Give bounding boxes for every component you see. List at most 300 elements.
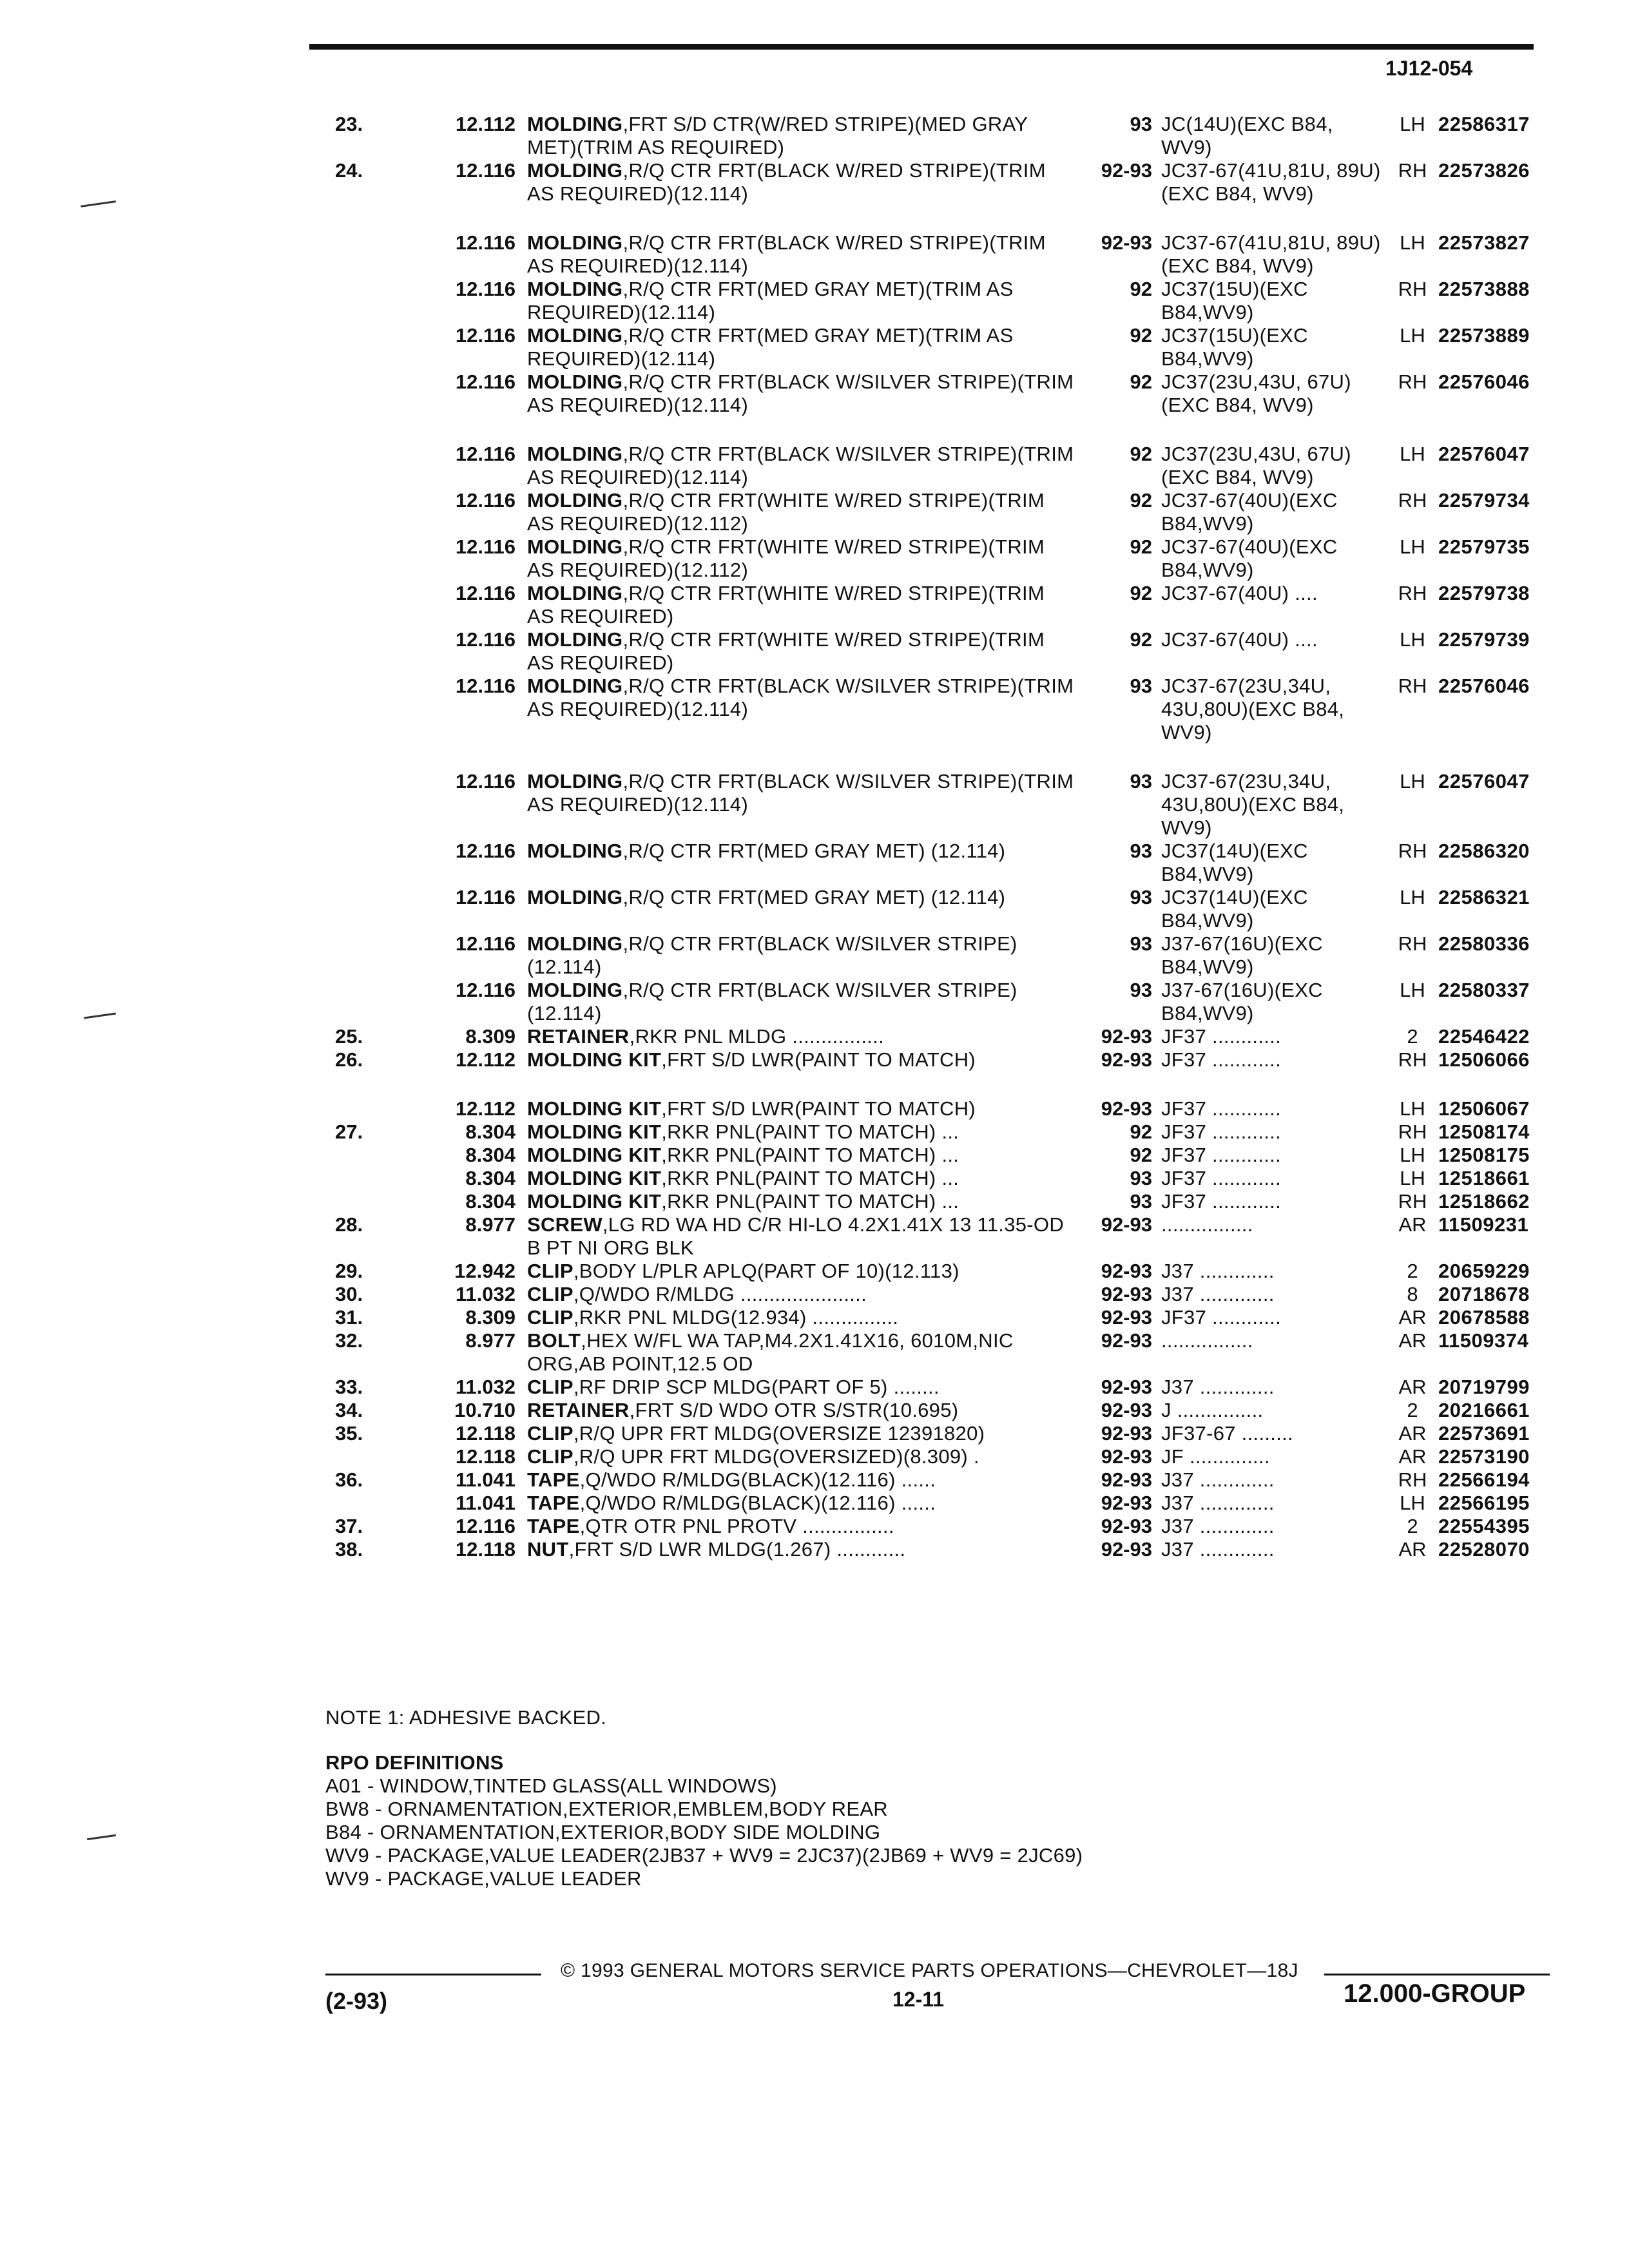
group-number: 12.116 [455,840,516,862]
model-years: 92 [1130,582,1152,604]
parts-row [335,840,1580,886]
description [527,206,1075,278]
part-number: 22573691 [1438,1422,1530,1445]
body-models: J37-67(16U)(EXC B84,WV9) [1161,979,1323,1024]
item-number: 34. [335,1399,363,1421]
part-name: MOLDING [527,535,623,558]
part-detail: ,Q/WDO R/MLDG(BLACK)(12.116) ...... [579,1492,936,1514]
part-number: 20659229 [1438,1260,1530,1282]
quantity: 2 [1407,1260,1418,1282]
quantity: RH [1398,840,1427,862]
model-years: 93 [1130,1190,1152,1213]
parts-row [335,370,1580,417]
body-models: JC37-67(41U,81U, 89U)(EXC B84, WV9) [1161,159,1381,205]
item-number [335,1445,406,1468]
group-number: 12.116 [455,324,516,347]
model-years: 92-93 [1101,159,1152,182]
part-number: 22554395 [1438,1515,1530,1537]
part-name: MOLDING KIT [527,1097,662,1120]
part-number: 22580337 [1438,979,1530,1001]
part-name: CLIP [527,1260,574,1282]
part-detail: ,RKR PNL MLDG(12.934) ............... [573,1306,899,1329]
item-number [335,206,406,278]
body-models: J37 ............. [1161,1376,1275,1398]
part-detail: ,RF DRIP SCP MLDG(PART OF 5) ........ [573,1376,940,1398]
item-number [335,324,406,370]
description [527,1048,1075,1072]
part-detail: ,BODY L/PLR APLQ(PART OF 10)(12.113) [573,1260,959,1282]
part-detail: ,RKR PNL(PAINT TO MATCH) ... [661,1120,959,1143]
quantity: AR [1398,1538,1427,1561]
part-detail: ,LG RD WA HD C/R HI-LO 4.2X1.41X 13 11.35-OD B PT NI ORG BLK [527,1213,1065,1259]
part-name: RETAINER [527,1399,630,1421]
description [527,1376,1075,1399]
quantity: RH [1398,278,1427,300]
part-detail: ,R/Q CTR FRT(BLACK W/SILVER STRIPE)(TRIM AS REQUIRED)(12.114) [527,675,1074,720]
group-number: 11.041 [455,1492,516,1514]
item-number: 32. [335,1329,363,1352]
quantity: 8 [1407,1283,1418,1305]
item-number [335,1167,406,1190]
description [527,1025,1075,1048]
part-number: 11509231 [1438,1213,1529,1236]
part-name: MOLDING [527,628,623,651]
quantity: RH [1398,932,1427,955]
description [527,1422,1075,1445]
rpo-line: WV9 - PACKAGE,VALUE LEADER(2JB37 + WV9 = 2JC37)(2JB69 + WV9 = 2JC69) [325,1844,1083,1867]
body-models: JC37-67(23U,34U, 43U,80U)(EXC B84, WV9) [1161,770,1345,839]
parts-row [335,159,1580,206]
group-number: 12.116 [455,770,516,793]
description [527,840,1075,886]
parts-row [335,206,1580,278]
parts-row [335,1468,1580,1492]
part-number: 22586320 [1438,840,1530,862]
model-years: 92-93 [1101,1399,1152,1421]
group-number: 8.304 [465,1120,516,1143]
body-models: JF37 ............ [1161,1167,1281,1189]
quantity: LH [1400,770,1425,793]
part-detail: ,RKR PNL(PAINT TO MATCH) ... [661,1190,959,1213]
part-number: 22576047 [1438,443,1530,465]
part-number: 22576046 [1438,675,1530,697]
model-years: 93 [1130,886,1152,908]
item-number: 26. [335,1048,363,1071]
quantity: LH [1400,443,1425,465]
description [527,979,1075,1025]
model-years: 92-93 [1101,1445,1152,1468]
group-number: 8.309 [465,1025,516,1048]
body-models: J37 ............. [1161,1538,1275,1561]
part-number: 22573826 [1438,159,1530,182]
part-name: MOLDING KIT [527,1144,662,1166]
item-number [335,675,406,744]
body-models: JF37 ............ [1161,1048,1281,1071]
rpo-line: B84 - ORNAMENTATION,EXTERIOR,BODY SIDE MOLDING [325,1821,881,1843]
model-years: 92 [1130,278,1152,300]
description [527,417,1075,489]
part-detail: ,FRT S/D CTR(W/RED STRIPE)(MED GRAY MET)(TRIM AS REQUIRED) [527,113,1028,159]
group-number: 11.041 [455,1468,516,1491]
part-name: MOLDING [527,159,623,182]
part-number: 22579734 [1438,489,1530,512]
group-number: 8.304 [465,1144,516,1166]
item-number [335,417,406,489]
body-models: JC37(23U,43U, 67U)(EXC B84, WV9) [1161,443,1351,488]
parts-row [335,1422,1580,1445]
parts-row [335,886,1580,932]
quantity: 2 [1407,1399,1418,1421]
part-detail: ,R/Q CTR FRT(WHITE W/RED STRIPE)(TRIM AS REQUIRED) [527,628,1045,674]
quantity: RH [1398,1190,1427,1213]
model-years: 93 [1130,675,1152,697]
punch-mark-3 [87,1834,116,1840]
parts-row [335,1167,1580,1190]
group-number: 12.116 [455,443,516,465]
item-number [335,1144,406,1167]
description [527,278,1075,324]
description [527,1445,1075,1468]
part-name: MOLDING KIT [527,1167,662,1189]
item-number: 23. [335,113,363,135]
body-models: J37 ............. [1161,1260,1275,1282]
quantity: LH [1400,113,1425,135]
quantity: RH [1398,582,1427,604]
item-number [335,1492,406,1515]
part-name: MOLDING KIT [527,1048,662,1071]
group-number: 8.304 [465,1167,516,1189]
part-number: 22566194 [1438,1468,1530,1491]
quantity: RH [1398,159,1427,182]
group-number: 12.116 [455,489,516,512]
part-number: 20719799 [1438,1376,1530,1398]
part-detail: ,R/Q CTR FRT(MED GRAY MET)(TRIM AS REQUIRED)(12.114) [527,278,1014,323]
part-number: 22546422 [1438,1025,1530,1048]
part-detail: ,R/Q CTR FRT(WHITE W/RED STRIPE)(TRIM AS REQUIRED) [527,582,1045,628]
model-years: 92-93 [1101,1515,1152,1537]
part-number: 22579738 [1438,582,1530,604]
body-models: J37 ............. [1161,1492,1275,1514]
parts-row [335,628,1580,675]
header-rule [309,44,1534,50]
part-number: 22579739 [1438,628,1530,651]
model-years: 92-93 [1101,1097,1152,1120]
body-models: JC37(15U)(EXC B84,WV9) [1161,278,1308,323]
body-models: JC(14U)(EXC B84, WV9) [1161,113,1333,159]
item-number: 28. [335,1213,363,1236]
part-detail: ,Q/WDO R/MLDG ...................... [573,1283,867,1305]
part-name: CLIP [527,1306,574,1329]
part-detail: ,RKR PNL(PAINT TO MATCH) ... [661,1167,959,1189]
model-years: 92-93 [1101,1492,1152,1514]
parts-row [335,1399,1580,1422]
quantity: LH [1400,1492,1425,1514]
item-number: 29. [335,1260,363,1282]
model-years: 92-93 [1101,1048,1152,1071]
quantity: 2 [1407,1025,1418,1048]
model-years: 92-93 [1101,1468,1152,1491]
parts-row [335,675,1580,744]
part-number: 12518662 [1438,1190,1530,1213]
body-models: J ............... [1161,1399,1264,1421]
item-number: 27. [335,1120,363,1143]
part-name: MOLDING [527,324,623,347]
part-detail: ,HEX W/FL WA TAP,M4.2X1.41X16, 6010M,NIC ORG,AB POINT,12.5 OD [527,1329,1014,1375]
model-years: 92 [1130,489,1152,512]
description [527,1468,1075,1492]
item-number [335,628,406,675]
body-models: JF37 ............ [1161,1190,1281,1213]
quantity: RH [1398,675,1427,697]
parts-row [335,1072,1580,1120]
part-name: MOLDING KIT [527,1190,662,1213]
part-detail: ,R/Q CTR FRT(BLACK W/SILVER STRIPE)(TRIM AS REQUIRED)(12.114) [527,370,1074,416]
body-models: ................ [1161,1213,1253,1236]
group-number: 8.977 [465,1329,516,1352]
description [527,1538,1075,1561]
rpo-line: BW8 - ORNAMENTATION,EXTERIOR,EMBLEM,BODY REAR [325,1798,888,1820]
part-number: 12518661 [1438,1167,1530,1189]
item-number: 24. [335,159,363,182]
part-number: 22586321 [1438,886,1530,908]
punch-mark-1 [81,200,116,207]
description [527,370,1075,417]
model-years: 92 [1130,443,1152,465]
footer-rule-right [1324,1974,1550,1975]
rpo-line: A01 - WINDOW,TINTED GLASS(ALL WINDOWS) [325,1774,777,1797]
part-name: MOLDING [527,675,623,697]
revision-date: (2-93) [325,1988,388,2014]
part-name: MOLDING [527,840,623,862]
body-models: JC37-67(40U) .... [1161,628,1318,651]
parts-row [335,1144,1580,1167]
parts-row [335,324,1580,370]
part-number: 22576047 [1438,770,1530,793]
description [527,1515,1075,1538]
quantity: LH [1400,1097,1425,1120]
model-years: 92-93 [1101,1538,1152,1561]
group-number: 12.116 [455,886,516,908]
part-detail: ,R/Q UPR FRT MLDG(OVERSIZED)(8.309) . [573,1445,979,1468]
part-number: 12506066 [1438,1048,1530,1071]
part-name: MOLDING [527,370,623,393]
body-models: JC37-67(40U)(EXC B84,WV9) [1161,489,1338,535]
part-number: 12506067 [1438,1097,1530,1120]
description [527,1190,1075,1213]
item-number: 35. [335,1422,363,1445]
part-name: MOLDING [527,113,623,135]
parts-row [335,932,1580,979]
model-years: 92-93 [1101,1213,1152,1236]
part-name: MOLDING [527,443,623,465]
part-name: TAPE [527,1468,580,1491]
quantity: LH [1400,324,1425,347]
description [527,1072,1075,1120]
group-number: 12.116 [455,159,516,182]
item-number: 25. [335,1025,363,1048]
part-detail: ,FRT S/D LWR(PAINT TO MATCH) [661,1097,976,1120]
part-detail: ,R/Q CTR FRT(MED GRAY MET) (12.114) [622,840,1006,862]
group-number: 10.710 [454,1399,516,1421]
item-number [335,979,406,1025]
item-number [335,582,406,628]
model-years: 92 [1130,370,1152,393]
body-models: JC37(14U)(EXC B84,WV9) [1161,840,1308,885]
part-number: 22576046 [1438,370,1530,393]
model-years: 92-93 [1101,1025,1152,1048]
group-number: 11.032 [455,1283,516,1305]
group-number: 8.304 [465,1190,516,1213]
quantity: AR [1398,1213,1427,1236]
quantity: LH [1400,979,1425,1001]
parts-row [335,1213,1580,1260]
description [527,159,1075,206]
body-models: JF37 ............ [1161,1120,1281,1143]
part-name: MOLDING [527,582,623,604]
model-years: 92-93 [1101,1376,1152,1398]
part-number: 12508174 [1438,1120,1530,1143]
body-models: ................ [1161,1329,1253,1352]
parts-row [335,535,1580,582]
part-detail: ,FRT S/D LWR(PAINT TO MATCH) [661,1048,976,1071]
parts-row [335,278,1580,324]
model-years: 92 [1130,1144,1152,1166]
part-number: 22573827 [1438,231,1530,254]
body-models: JC37-67(41U,81U, 89U)(EXC B84, WV9) [1161,231,1381,277]
description [527,324,1075,370]
quantity: LH [1400,231,1425,254]
part-detail: ,R/Q CTR FRT(WHITE W/RED STRIPE)(TRIM AS REQUIRED)(12.112) [527,489,1045,535]
description [527,628,1075,675]
description [527,1120,1075,1144]
model-years: 93 [1130,932,1152,955]
part-name: TAPE [527,1492,580,1514]
part-number: 22579735 [1438,535,1530,558]
quantity: RH [1398,1468,1427,1491]
group-number: 12.116 [455,1515,516,1537]
part-name: SCREW [527,1213,602,1236]
part-detail: ,FRT S/D WDO OTR S/STR(10.695) [629,1399,959,1421]
body-models: JC37(14U)(EXC B84,WV9) [1161,886,1308,932]
page-code: 1J12-054 [1385,57,1473,80]
part-detail: ,QTR OTR PNL PROTV ................ [579,1515,894,1537]
part-number: 22573889 [1438,324,1530,347]
part-detail: ,R/Q CTR FRT(BLACK W/SILVER STRIPE)(TRIM AS REQUIRED)(12.114) [527,443,1074,488]
parts-row [335,1190,1580,1213]
group-number: 12.112 [455,1048,516,1071]
body-models: JC37-67(23U,34U, 43U,80U)(EXC B84, WV9) [1161,675,1345,744]
part-number: 22586317 [1438,113,1530,135]
part-number: 20718678 [1438,1283,1530,1305]
model-years: 93 [1130,770,1152,793]
parts-row [335,1492,1580,1515]
part-detail: ,R/Q CTR FRT(BLACK W/SILVER STRIPE)(12.114) [527,932,1017,978]
item-number [335,840,406,886]
part-name: CLIP [527,1283,574,1305]
part-number: 22528070 [1438,1538,1530,1561]
quantity: RH [1398,370,1427,393]
group-number: 12.118 [455,1422,516,1445]
parts-row [335,1025,1580,1048]
part-detail: ,R/Q CTR FRT(BLACK W/SILVER STRIPE)(TRIM AS REQUIRED)(12.114) [527,770,1074,816]
item-number [335,932,406,979]
model-years: 93 [1130,979,1152,1001]
group-number: 11.032 [455,1376,516,1398]
group-number: 12.116 [455,628,516,651]
parts-row [335,1445,1580,1468]
description [527,535,1075,582]
quantity: LH [1400,1167,1425,1189]
rpo-heading: RPO DEFINITIONS [325,1751,504,1774]
parts-table-body [335,113,1580,1561]
part-name: MOLDING KIT [527,1120,662,1143]
group-number: 8.309 [465,1306,516,1329]
item-number: 38. [335,1538,363,1561]
group-number: 12.116 [455,582,516,604]
item-number [335,489,406,535]
item-number [335,370,406,417]
part-name: MOLDING [527,489,623,512]
parts-row [335,1329,1580,1376]
part-number: 22573190 [1438,1445,1530,1468]
description [527,1492,1075,1515]
group-number: 12.112 [455,113,516,135]
part-detail: ,R/Q CTR FRT(WHITE W/RED STRIPE)(TRIM AS REQUIRED)(12.112) [527,535,1045,581]
description [527,1213,1075,1260]
parts-row [335,1120,1580,1144]
body-models: JC37(15U)(EXC B84,WV9) [1161,324,1308,370]
quantity: RH [1398,1048,1427,1071]
part-number: 20216661 [1438,1399,1530,1421]
body-models: J37-67(16U)(EXC B84,WV9) [1161,932,1323,978]
part-name: MOLDING [527,979,623,1001]
description [527,1283,1075,1306]
group-number: 12.118 [455,1445,516,1468]
body-models: J37 ............. [1161,1468,1275,1491]
part-detail: ,Q/WDO R/MLDG(BLACK)(12.116) ...... [579,1468,936,1491]
item-number [335,1190,406,1213]
description [527,489,1075,535]
copyright-line: © 1993 GENERAL MOTORS SERVICE PARTS OPERATIONS—CHEVROLET—18J [561,1960,1298,1981]
description [527,1306,1075,1329]
part-detail: ,R/Q CTR FRT(BLACK W/RED STRIPE)(TRIM AS REQUIRED)(12.114) [527,231,1046,277]
description [527,1144,1075,1167]
body-models: JF37 ............ [1161,1025,1281,1048]
model-years: 92-93 [1101,1260,1152,1282]
model-years: 93 [1130,113,1152,135]
part-name: MOLDING [527,278,623,300]
body-models: J37 ............. [1161,1283,1275,1305]
model-years: 92 [1130,535,1152,558]
body-models: JF37 ............ [1161,1306,1281,1329]
description [527,932,1075,979]
part-number: 11509374 [1438,1329,1529,1352]
parts-row [335,1376,1580,1399]
part-detail: ,FRT S/D LWR MLDG(1.267) ............ [568,1538,906,1561]
part-name: MOLDING [527,231,623,254]
part-detail: ,R/Q CTR FRT(MED GRAY MET) (12.114) [622,886,1006,908]
model-years: 92-93 [1101,1422,1152,1445]
part-number: 20678588 [1438,1306,1530,1329]
parts-row [335,979,1580,1025]
quantity: RH [1398,489,1427,512]
part-name: NUT [527,1538,569,1561]
item-number [335,744,406,840]
item-number [335,1072,406,1120]
parts-row [335,1538,1580,1561]
part-name: CLIP [527,1376,574,1398]
quantity: RH [1398,1120,1427,1143]
